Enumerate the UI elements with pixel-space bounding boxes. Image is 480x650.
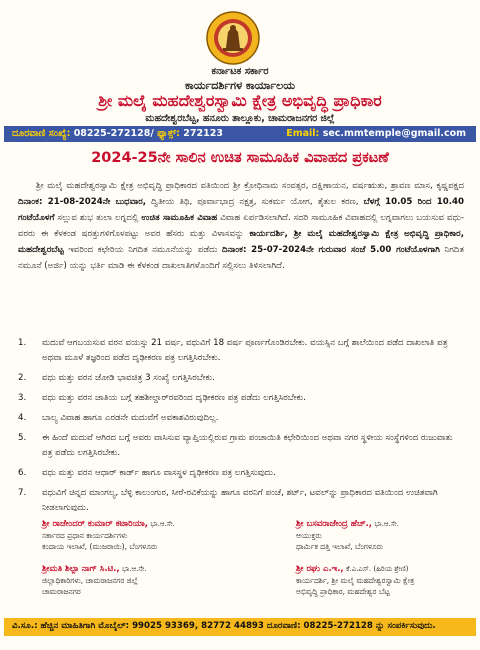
- notice-body: [18, 178, 464, 274]
- signatory-name: ಶ್ರೀಮತಿ ಶಿಲ್ಪಾ ನಾಗ್ ಸಿ.ಟಿ.,: [42, 564, 120, 574]
- signatory-department: ಧಾರ್ಮಿಕ ದತ್ತಿ ಇಲಾಖೆ, ಬೆಂಗಳೂರು: [296, 542, 384, 551]
- signatory-department: ಅಭಿವೃದ್ಧಿ ಪ್ರಾಧಿಕಾರ, ಮಹದೇಶ್ವರ ಬೆಟ್ಟ: [296, 587, 390, 596]
- phone-number: 08225-272128/: [73, 128, 154, 139]
- signatory-department: ಚಾಮರಾಜನಗರ: [42, 587, 81, 596]
- conditions-list: [18, 336, 464, 521]
- body-part-5: ಇವರಿಂದ ಕಛೇರಿಯ ನಿಗದಿತ ನಮೂನೆಯನ್ನು ಪಡೆದು: [63, 245, 222, 255]
- office-name: ಕಾರ್ಯದರ್ಶಿಗಳ ಕಾರ್ಯಾಲಯ: [184, 79, 295, 92]
- list-item-number: 1.: [18, 338, 27, 348]
- signature-top-right: [296, 518, 476, 552]
- fax-label: ಫ್ಯಾಕ್ಸ್:: [157, 128, 180, 139]
- body-part-3: ಸಲ್ಲುವ ಶುಭ ತುಲಾ ಲಗ್ನದಲ್ಲಿ: [54, 213, 142, 223]
- signatory-name: ಶ್ರೀ ರಘು ಎ.ಇ.,: [296, 564, 344, 574]
- signatory-qualification: ಭಾ.ಆ.ಸೇ.: [150, 520, 175, 528]
- body-time: ಬೆಳಗ್ಗೆ 10.05 ರಿಂದ 10.40 ಗಂಟೆಯೊಳಗೆ: [18, 197, 464, 223]
- signatory-name: ಶ್ರೀ ಬಸವರಾಜೇಂದ್ರ ಹೆಚ್.,: [296, 519, 372, 529]
- body-deadline: ದಿನಾಂಕ: 25-07-2024ನೇ ಗುರುವಾರ ಸಂಜೆ 5.00 ಗಂಟೆಯೊಳಗಾಗಿ: [221, 245, 440, 255]
- list-item: [18, 336, 464, 366]
- phone-fax: [12, 128, 223, 139]
- list-item: [18, 411, 464, 426]
- signatory-designation: ಜಿಲ್ಲಾಧಿಕಾರಿಗಳು, ಚಾಮರಾಜನಗರ ಜಿಲ್ಲೆ: [42, 576, 138, 585]
- signatory-designation: ಕಾರ್ಯದರ್ಶಿ, ಶ್ರೀ ಮಲೈ ಮಹದೇಶ್ವರಸ್ವಾಮಿ ಕ್ಷೇತ್ರ: [296, 576, 415, 585]
- notice-title: 2024-25ನೇ ಸಾಲಿನ ಉಚಿತ ಸಾಮೂಹಿಕ ವಿವಾಹದ ಪ್ರಕಟಣೆ: [91, 150, 389, 166]
- signatory-name: ಶ್ರೀ ರಾಜೇಂದರ್ ಕುಮಾರ್ ಕಟಾರಿಯಾ,: [42, 519, 148, 529]
- signatory-qualification: ಭಾ.ಆ.ಸೇ.: [374, 520, 399, 528]
- signature-bottom-left: [42, 563, 242, 597]
- list-item-text: ವಧುವಿಗೆ ಚಿನ್ನದ ಮಾಂಗಲ್ಯ, ಬೆಳ್ಳಿ ಕಾಲುಂಗುರ, ಸೀರೆ-ರವಿಕೆಯನ್ನು ಹಾಗೂ ವರನಿಗೆ ಪಂಚೆ, ಶರ್ಟ್, ಟವಲ್‌ನ್ನು ಪ್ರಾಧಿಕಾರದ ವತಿಯಿಂದ ಉಚಿತವಾಗಿ ನೀಡಲಾಗುವುದು.: [42, 488, 438, 513]
- signature-top-left: [42, 518, 242, 552]
- email: [286, 128, 466, 139]
- signatory-qualification: ಕೆ.ಎ.ಎಸ್. (ಹಿರಿಯ ಶ್ರೇಣಿ): [346, 565, 409, 573]
- list-item: [18, 486, 464, 516]
- list-item-text: ವಧು ಮತ್ತು ವರನ ಜೋಡಿ ಭಾವಚಿತ್ರ 3 ಸಂಖ್ಯೆ ಲಗತ್ತಿಸಿರಬೇಕು.: [42, 373, 215, 383]
- address: ಮಹದೇಶ್ವರಬೆಟ್ಟ, ಹನೂರು ತಾಲ್ಲೂಕು, ಚಾಮರಾಜನಗರ ಜಿಲ್ಲೆ: [145, 113, 335, 124]
- email-address[interactable]: sec.mmtemple@gmail.com: [322, 128, 466, 139]
- body-date: ದಿನಾಂಕ: 21-08-2024ನೇ ಬುಧವಾರ,: [18, 197, 147, 207]
- body-part-4: ವಿವಾಹ ಏರ್ಪಡಿಸಲಾಗಿದೆ. ಸದರಿ ಸಾಮೂಹಿಕ ವಿವಾಹದಲ್ಲಿ ಲಗ್ನವಾಗಲು ಬಯಸುವ ವಧು-ವರರು ಈ ಕೆಳಕಂಡ ಷರತ್ತುಗಳಿಗೊಳಪಟ್ಟು ಅವರ ಹೆಸರು ಮತ್ತು ವಿಳಾಸವನ್ನು: [18, 213, 464, 239]
- karnataka-emblem-icon: [204, 10, 262, 66]
- list-item-text: ವಧು ಮತ್ತು ವರನ ಆಧಾರ್ ಕಾರ್ಡ್ ಹಾಗೂ ವಾಸಸ್ಥಳ ದೃಢೀಕರಣ ಪತ್ರ ಲಗತ್ತಿಸುವುದು.: [42, 468, 276, 478]
- footer-contact-note: ವಿ.ಸೂ.: ಹೆಚ್ಚಿನ ಮಾಹಿತಿಗಾಗಿ ಮೊಬೈಲ್: 99025 93369, 82772 44893 ದೂರವಾಣಿ: 08225-272128 ನ್ನು ಸಂಪರ್ಕಿಸುವುದು.: [4, 618, 476, 636]
- list-item: [18, 391, 464, 406]
- signature-bottom-right: [296, 563, 476, 597]
- list-item-number: 3.: [18, 393, 27, 403]
- list-item-number: 6.: [18, 468, 27, 478]
- email-label: Email:: [286, 128, 320, 139]
- list-item-number: 4.: [18, 413, 27, 423]
- list-item-text: ಮದುವೆ ಆಗಬಯಸುವ ವರನ ವಯಸ್ಸು 21 ವರ್ಷ, ವಧುವಿಗೆ 18 ವರ್ಷ ಪೂರ್ಣಗೊಂಡಿರಬೇಕು. ವಯಸ್ಸಿನ ಬಗ್ಗೆ ಶಾಲೆಯಿಂದ ಪಡೆದ ದಾಖಲಾತಿ ಪತ್ರ ಅಥವಾ ಮೂಳೆ ತಜ್ಞರಿಂದ ಪಡೆದ ದೃಢೀಕರಣ ಪತ್ರ ಲಗತ್ತಿಸಿರಬೇಕು.: [42, 338, 448, 363]
- list-item: [18, 371, 464, 386]
- list-item-text: ಬಾಲ್ಯ ವಿವಾಹ ಹಾಗೂ ಎರಡನೇ ಮದುವೆಗೆ ಅವಕಾಶವಿರುವುದಿಲ್ಲ.: [42, 413, 219, 423]
- list-item-number: 2.: [18, 373, 27, 383]
- body-part-6: ನಿಗದಿತ ನಮೂನೆ (ಅರ್ಜಿ) ಯನ್ನು ಭರ್ತಿ ಮಾಡಿ ಈ ಕೆಳಕಂಡ ದಾಖಲಾತಿಗಳೊಂದಿಗೆ ಸಲ್ಲಿಸಲು ತಿಳಿಸಲಾಗಿದೆ.: [18, 245, 464, 271]
- list-item-number: 7.: [18, 488, 27, 498]
- contact-bar: [4, 126, 476, 142]
- authority-name: ಶ್ರೀ ಮಲೈ ಮಹದೇಶ್ವರಸ್ವಾಮಿ ಕ್ಷೇತ್ರ ಅಭಿವೃದ್ಧಿ ಪ್ರಾಧಿಕಾರ: [98, 91, 382, 110]
- list-item-number: 5.: [18, 433, 27, 443]
- signatory-designation: ಆಯುಕ್ತರು: [296, 531, 322, 540]
- phone-label: ದೂರವಾಣಿ ಸಂಖ್ಯೆ:: [12, 128, 71, 139]
- body-part-2: ದ್ವಿತೀಯ ತಿಥಿ, ಪೂರ್ವಾಭಾದ್ರ ನಕ್ಷತ್ರ, ಸುಕರ್ಮ ಯೋಗ, ತೈತುಲ ಕರಣ,: [146, 197, 364, 207]
- list-item-text: ವಧು ಮತ್ತು ವರನ ಜಾತಿಯ ಬಗ್ಗೆ ತಹಶೀಲ್ದಾರ್‌ರವರಿಂದ ದೃಢೀಕರಣ ಪತ್ರ ಪಡೆದು ಲಗತ್ತಿಸಿರಬೇಕು.: [42, 393, 306, 403]
- government-name: ಕರ್ನಾಟಕ ಸರ್ಕಾರ: [211, 66, 269, 77]
- signatory-qualification: ಭಾ.ಆ.ಸೇ.: [122, 565, 147, 573]
- list-item: [18, 431, 464, 461]
- signatory-department: ಕಂದಾಯ ಇಲಾಖೆ, (ಮುಜರಾಯಿ), ಬೆಂಗಳೂರು: [42, 542, 158, 551]
- list-item: [18, 466, 464, 481]
- signatory-designation: ಸರ್ಕಾರದ ಪ್ರಧಾನ ಕಾರ್ಯದರ್ಶಿಗಳು: [42, 531, 128, 540]
- body-submit-to: ಕಾರ್ಯದರ್ಶಿ, ಶ್ರೀ ಮಲೈ ಮಹದೇಶ್ವರಸ್ವಾಮಿ ಕ್ಷೇತ್ರ ಅಭಿವೃದ್ಧಿ ಪ್ರಾಧಿಕಾರ, ಮಹದೇಶ್ವರಬೆಟ್ಟ: [18, 229, 464, 255]
- body-part-1: ಶ್ರೀ ಮಲೈ ಮಹದೇಶ್ವರಸ್ವಾಮಿ ಕ್ಷೇತ್ರ ಅಭಿವೃದ್ಧಿ ಪ್ರಾಧಿಕಾರದ ವತಿಯಿಂದ ಶ್ರೀ ಕ್ರೋಧಿನಾಮ ಸಂವತ್ಸರ, ದಕ್ಷಿಣಾಯನ, ವರ್ಷಋತು, ಶ್ರಾವಣ ಮಾಸ, ಕೃಷ್ಣಪಕ್ಷದ: [36, 181, 464, 191]
- list-item-text: ಈ ಹಿಂದೆ ಮದುವೆ ಆಗಿರದ ಬಗ್ಗೆ ಅವರು ವಾಸಿಸುವ ವ್ಯಾಪ್ತಿಯಲ್ಲಿರುವ ಗ್ರಾಮ ಪಂಚಾಯಿತಿ ಕಛೇರಿಯಿಂದ ಅಥವಾ ನಗರ ಸ್ಥಳೀಯ ಸಂಸ್ಥೆಗಳಿಂದ ರುಜುವಾತು ಪತ್ರ ಪಡೆದು ಲಗತ್ತಿಸಿರಬೇಕು.: [42, 433, 453, 458]
- body-event: ಉಚಿತ ಸಾಮೂಹಿಕ ವಿವಾಹ: [141, 213, 218, 223]
- fax-number: 272123: [183, 128, 223, 139]
